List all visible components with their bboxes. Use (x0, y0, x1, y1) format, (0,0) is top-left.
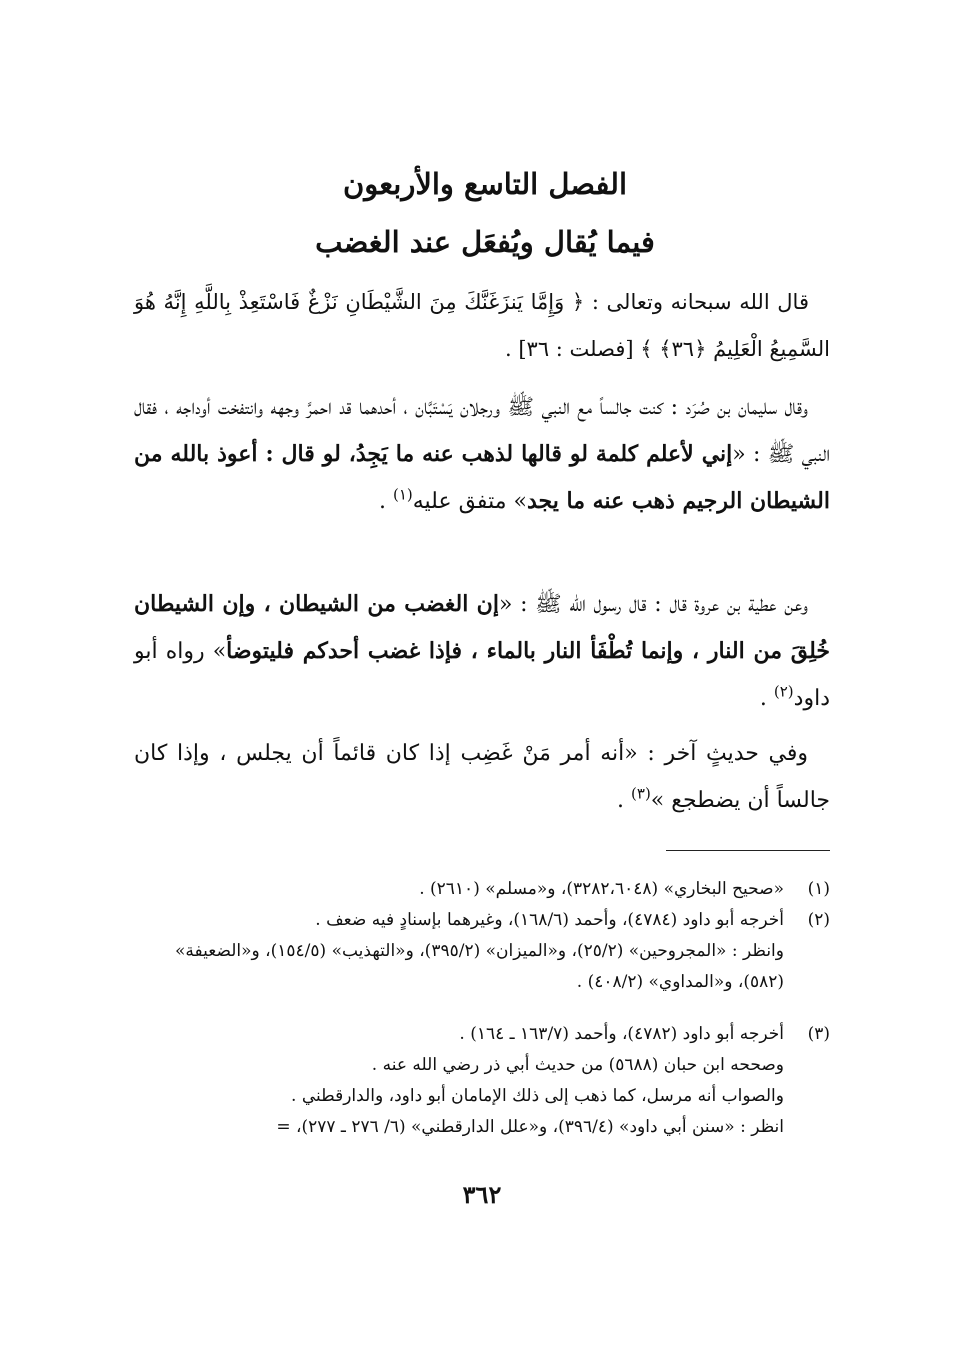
footnote-number: (١) (807, 879, 830, 899)
paragraph-sulayman-hadith (134, 384, 830, 525)
hadith-source: » متفق عليه (412, 489, 527, 514)
hadith-narration: وعن عطية بن عروة قال : قال رسول الله ﷺ : « (498, 592, 808, 617)
footnote-marker-1[interactable]: (١) (392, 485, 413, 504)
hadith-narration: وقال سليمان بن صُرَد : كنت جالساً مع النبي ﷺ ورجلان يَسْتَبَّان ، أحدهما قد احمرَّ وجهه وانتفخت أوداجه ، فقال النبي ﷺ : « (134, 395, 830, 467)
hadith-text: إن الغضب من الشيطان ، وإن الشيطان خُلِقَ من النار ، وإنما تُطْفَأ النار بالماء ، فإذا غضب أحدكم فليتوضأ (134, 591, 830, 664)
footnote-marker-2[interactable]: (٢) (773, 682, 794, 701)
footnote-text: والصواب أنه مرسل، كما ذهب إلى ذلك الإمامان أبو داود، والدارقطني . (291, 1086, 784, 1106)
hadith-text: وفي حديثٍ آخر : «أنه أمر مَنْ غَضِب إذا كان قائماً أن يجلس ، وإذا كان جالساً أن يضطجع » (134, 741, 830, 813)
footnote-text: وصححه ابن حبان (٥٦٨٨) من حديث أبي ذر رضي الله عنه . (371, 1055, 784, 1075)
paragraph-end: . (617, 788, 632, 813)
paragraph-atiyya-hadith (134, 581, 830, 722)
paragraph-intro: قال الله سبحانه وتعالى : (584, 290, 809, 314)
chapter-subtitle: فيما يُقال ويُفعَل عند الغضب (315, 225, 655, 259)
paragraph-end: . (759, 686, 774, 711)
footnote-separator (666, 850, 830, 851)
verse-reference: [فصلت : ٣٦] . (505, 337, 641, 361)
footnote-number: (٢) (807, 910, 830, 930)
paragraph-end: . (378, 489, 393, 514)
footnote-3 (134, 1019, 830, 1143)
paragraph-quran-verse (134, 279, 830, 373)
footnote-marker-3[interactable]: (٣) (631, 784, 651, 803)
page-number: ٣٦٢ (462, 1180, 502, 1209)
footnote-2 (134, 905, 830, 998)
footnote-text: أخرجه أبو داود (٤٧٨٢)، وأحمد (١٦٣/٧ ـ ١٦٤) . (459, 1024, 784, 1044)
hadith-text: إني لأعلم كلمة لو قالها لذهب عنه ما يَجِدُ، لو قال : أعوذ بالله من الشيطان الرجيم ذهب عنه ما يجد (134, 441, 830, 514)
footnote-text: وانظر : «المجروحين» (٢٥/٢)، و«الميزان» (٣٩٥/٢)، و«التهذيب» (١٥٤/٥)، و«الضعيفة» (٥٨٢)، و«المداوي» (٤٠٨/٢) . (175, 941, 784, 992)
footnote-text: «صحيح البخاري» (٣٢٨٢،٦٠٤٨)، و«مسلم» (٢٦١٠) . (419, 879, 784, 899)
hadith-source: » رواه أبو داود (134, 639, 830, 711)
chapter-title: الفصل التاسع والأربعون (342, 167, 628, 201)
footnote-text: أخرجه أبو داود (٤٧٨٤)، وأحمد (١٦٨/٦)، وغيرهما بإسنادٍ فيه ضعف . (315, 910, 784, 930)
quran-verse: ﴿ وَإِمَّا يَنزَغَنَّكَ مِنَ الشَّيْطَانِ نَزْغٌ فَاسْتَعِذْ بِاللَّهِ إِنَّهُ هُوَ السَّمِيعُ الْعَلِيمُ ﴿٣٦﴾ ﴾ (134, 290, 830, 361)
footnote-text: انظر : «سنن أبي داود» (٣٩٦/٤)، و«علل الدارقطني» (٦/ ٢٧٦ ـ ٢٧٧)، = (276, 1117, 784, 1137)
paragraph-other-hadith (134, 730, 830, 824)
footnote-number: (٣) (807, 1024, 830, 1044)
footnote-1 (134, 874, 830, 905)
